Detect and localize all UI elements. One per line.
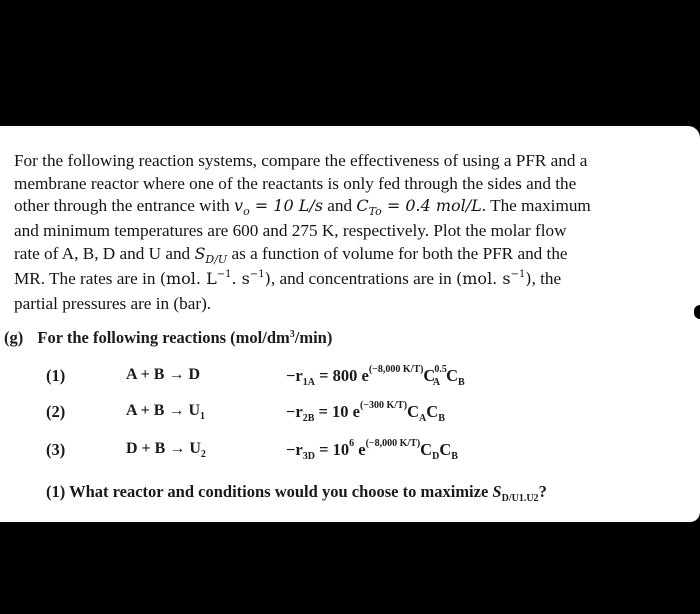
reaction-1-conc-b-sub: B xyxy=(458,377,465,388)
reaction-1-conc-a-sub: A xyxy=(432,377,441,388)
rate-units xyxy=(160,269,271,288)
rate-units-open: (mol. L xyxy=(159,268,217,288)
reaction-2-rate-lhs: −r xyxy=(286,402,303,421)
reaction-1-rate-lhs: −r xyxy=(286,366,303,385)
part-g-intro-end: /min) xyxy=(294,328,333,347)
question-symbol: S xyxy=(492,482,502,501)
reaction-1-conc-a: C xyxy=(423,366,436,385)
rate-units-mid: . s xyxy=(231,268,250,288)
reaction-3-conc-b-sub: B xyxy=(451,451,458,462)
reaction-3-equation-text: D + B → U xyxy=(126,440,201,457)
problem-line-7: partial pressures are in (bar). xyxy=(14,294,212,314)
sdu-subscript: D/U xyxy=(205,252,228,266)
edge-mark xyxy=(694,305,700,319)
problem-line-1: For the following reaction systems, compare the effectiveness of using a PFR and a xyxy=(14,151,588,170)
reaction-3-rate-eq: = 10 xyxy=(314,440,350,459)
question-end: ? xyxy=(538,482,547,501)
reaction-2-equation-sub: 1 xyxy=(200,411,206,422)
reaction-3-rate-lhs-sub: 3D xyxy=(302,451,315,462)
reaction-1-number: (1) xyxy=(46,366,66,385)
conc-units-exp: −1 xyxy=(510,268,526,280)
cto-symbol: C xyxy=(356,196,369,216)
part-g-label: (g) xyxy=(4,328,24,347)
reaction-2-rate xyxy=(286,402,445,422)
reaction-3-equation xyxy=(126,440,206,458)
reaction-2-conc-a: C xyxy=(407,402,420,421)
reaction-2-conc-a-sub: A xyxy=(419,413,427,424)
problem-line-5 xyxy=(14,243,690,268)
line3-and: and xyxy=(322,196,357,216)
reaction-1-rate xyxy=(286,366,465,386)
reaction-3-conc-b: C xyxy=(439,440,452,459)
line6-suffix: , the xyxy=(531,268,562,288)
reaction-2-rate-lhs-sub: 2B xyxy=(302,413,315,424)
rate-units-exp-1: −1 xyxy=(216,268,232,280)
reaction-3-rate-lhs: −r xyxy=(286,440,303,459)
reaction-3-equation-sub: 2 xyxy=(200,449,206,460)
reaction-2-rate-eq: = 10 e xyxy=(314,402,361,421)
reaction-2-equation-text: A + B → U xyxy=(126,402,201,419)
rate-units-close: ) xyxy=(264,268,271,288)
cto-subscript: To xyxy=(368,205,382,219)
part-g-intro-text: For the following reactions (mol/dm xyxy=(37,328,290,347)
line3-suffix: . The maximum xyxy=(481,196,591,216)
sdu-symbol: S xyxy=(194,243,206,263)
conc-units-open: (mol. s xyxy=(456,268,511,288)
part-g-intro xyxy=(37,328,332,347)
reaction-1-rate-eq: = 800 e xyxy=(314,366,369,385)
part-g-heading xyxy=(4,328,332,348)
reaction-3-exponent: (−8,000 K/T) xyxy=(365,438,421,449)
reaction-3-conc-d: C xyxy=(420,440,433,459)
problem-line-6 xyxy=(14,268,690,294)
line5-prefix: rate of A, B, D and U and xyxy=(14,243,195,263)
question-line xyxy=(46,482,547,502)
reaction-3-rate xyxy=(286,440,458,460)
line6-mid: , and concentrations are in xyxy=(270,268,457,288)
reaction-2-exponent: (−300 K/T) xyxy=(360,400,408,411)
v0-value: = 10 L/s xyxy=(249,196,323,216)
reaction-1-equation: A + B → D xyxy=(126,366,201,383)
reaction-3-number: (3) xyxy=(46,440,66,459)
v0-subscript: o xyxy=(243,205,250,219)
problem-line-3 xyxy=(14,195,690,220)
reaction-1-conc-b: C xyxy=(446,366,458,385)
problem-line-4: and minimum temperatures are 600 and 275 K, respectively. Plot the molar flow xyxy=(14,221,567,241)
reaction-2-number: (2) xyxy=(46,402,66,421)
conc-units-close: ) xyxy=(525,268,532,288)
problem-statement xyxy=(14,150,690,316)
line3-prefix: other through the entrance with xyxy=(14,196,235,216)
rate-units-exp-2: −1 xyxy=(249,268,265,280)
reaction-2-conc-b: C xyxy=(426,402,439,421)
conc-units xyxy=(456,269,532,288)
question-text: (1) What reactor and conditions would you choose to maximize xyxy=(46,482,493,501)
v0-symbol: v xyxy=(234,196,244,216)
reaction-3-rate-e: e xyxy=(354,440,366,459)
problem-line-2: membrane reactor where one of the reactants is only fed through the sides and the xyxy=(14,173,577,193)
part-g-intro-exp: 3 xyxy=(289,329,295,340)
reaction-3-conc-d-sub: D xyxy=(432,451,440,462)
line6-prefix: MR. The rates are in xyxy=(14,268,160,288)
reaction-1-rate-lhs-sub: 1A xyxy=(302,377,315,388)
reaction-2-equation xyxy=(126,402,205,420)
reaction-3-rate-power: 6 xyxy=(349,438,355,449)
cto-value: = 0.4 mol/L xyxy=(381,196,482,216)
question-symbol-sub: D/U1.U2 xyxy=(501,493,539,504)
line5-suffix: as a function of volume for both the PFR and the xyxy=(227,243,568,263)
reaction-1-exponent: (−8,000 K/T) xyxy=(368,364,424,375)
reaction-2-conc-b-sub: B xyxy=(438,413,445,424)
reaction-1-conc-a-power: 0.5 xyxy=(434,364,447,375)
